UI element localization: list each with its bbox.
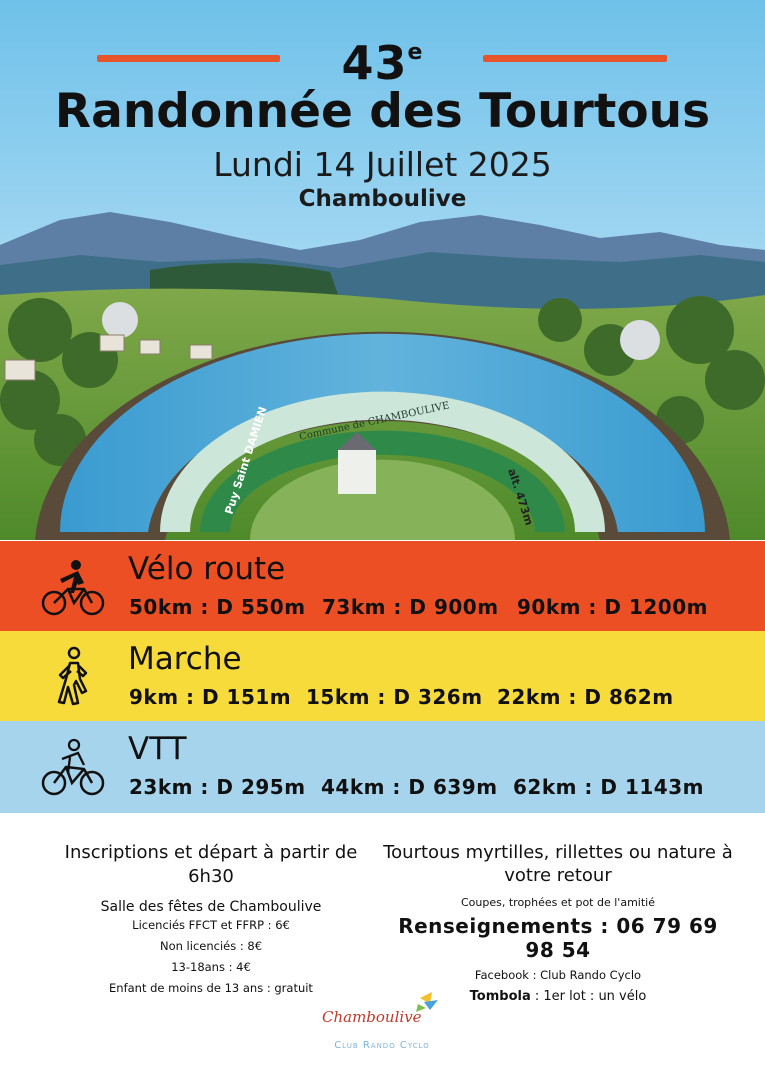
- distance-option: 23km : D 295m: [129, 775, 306, 799]
- sign-label-middle: Commune de CHAMBOULIVE: [298, 400, 451, 443]
- venue: Salle des fêtes de Chamboulive: [100, 899, 322, 915]
- registration-start: Inscriptions et départ à partir de 6h30: [64, 842, 358, 887]
- distance-option: 73km : D 900m: [322, 595, 499, 619]
- edition-number: 43e: [341, 36, 424, 90]
- mountain-bike-icon: [40, 735, 106, 801]
- distance-option: 90km : D 1200m: [517, 595, 708, 619]
- registration-info: [40, 841, 382, 999]
- road-bike-icon: [40, 555, 106, 621]
- prizes-note: Coupes, trophées et pot de l'amitié: [461, 896, 655, 909]
- facebook-link[interactable]: Facebook : Club Rando Cyclo: [474, 968, 642, 982]
- food-note: Tourtous myrtilles, rillettes ou nature à votre retour: [383, 842, 733, 886]
- sign-label-left: Puy Saint DAMIEN: [222, 405, 270, 516]
- price-line: Licenciés FFCT et FFRP : 6€: [132, 918, 290, 932]
- phone-contact: Renseignements : 06 79 69 98 54: [398, 914, 718, 962]
- distance-option: 50km : D 550m: [129, 595, 306, 619]
- distance-option: 22km : D 862m: [497, 685, 674, 709]
- sign-label-right: alt. 473m: [505, 466, 536, 527]
- distance-option: 15km : D 326m: [306, 685, 483, 709]
- price-line: 13-18ans : 4€: [171, 960, 251, 974]
- price-line: Enfant de moins de 13 ans : gratuit: [109, 981, 313, 995]
- club-logo-subtitle: Club Rando Cyclo: [334, 1040, 430, 1051]
- event-date: Lundi 14 Juillet 2025: [213, 145, 552, 184]
- activity-label: VTT: [128, 731, 187, 767]
- extras-info: [383, 841, 733, 1004]
- club-logo-name: Chamboulive: [322, 1008, 422, 1026]
- event-title: Randonnée des Tourtous: [54, 84, 711, 139]
- band-marche: [0, 631, 765, 721]
- distance-option: 44km : D 639m: [321, 775, 498, 799]
- price-line: Non licenciés : 8€: [159, 939, 263, 953]
- event-place: Chamboulive: [298, 186, 467, 212]
- activity-label: Vélo route: [128, 551, 286, 587]
- tombola-note: Tombola : 1er lot : un vélo: [469, 989, 647, 1004]
- band-velo-route: [0, 541, 765, 631]
- band-vtt: [0, 721, 765, 813]
- activity-label: Marche: [128, 641, 242, 677]
- walker-icon: [40, 645, 106, 711]
- distance-option: 62km : D 1143m: [513, 775, 704, 799]
- distance-option: 9km : D 151m: [129, 685, 292, 709]
